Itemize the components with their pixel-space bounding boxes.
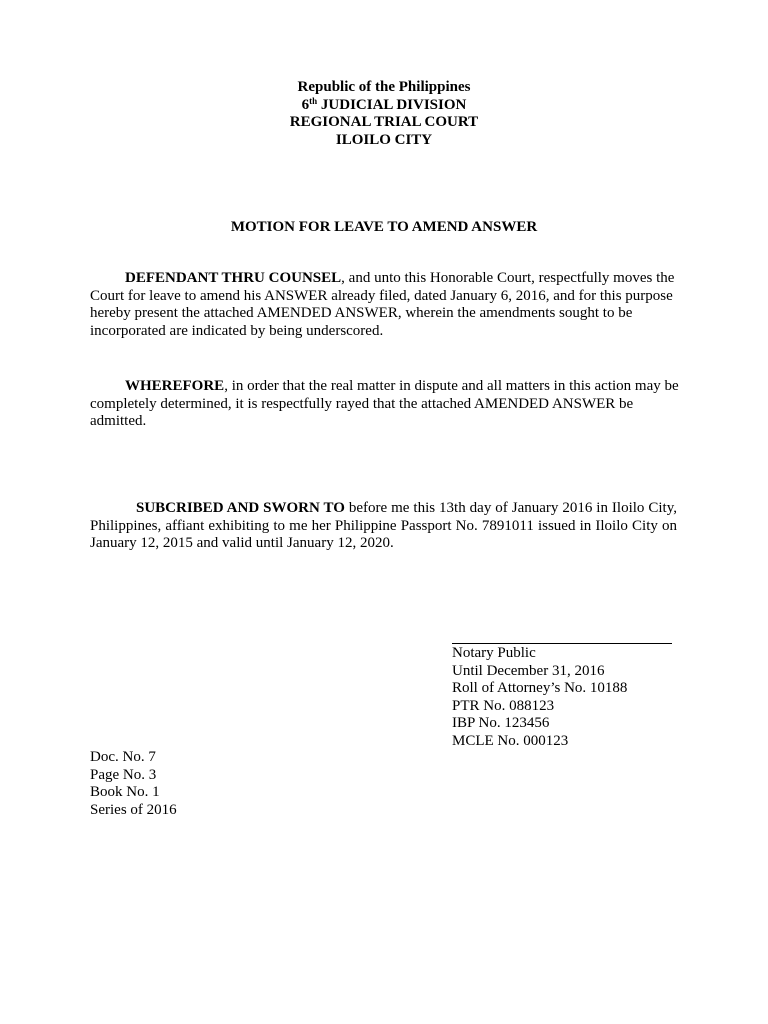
- court-header: [0, 79, 768, 149]
- document-registry: [90, 749, 290, 819]
- paragraph-wherefore: [90, 378, 680, 431]
- paragraph-motion-lead: DEFENDANT THRU COUNSEL: [125, 270, 342, 286]
- paragraph-wherefore-lead: WHEREFORE: [125, 378, 225, 394]
- paragraph-jurat-text: before me this 13th day of January 2016 in Iloilo City, Philippines, affiant exhibiting to me her Philippine Passport No. 7891011 issued in Iloilo City on January 12, 2015 and valid until January 12, 2020.: [90, 500, 678, 551]
- header-republic: Republic of the Philippines: [297, 79, 471, 95]
- document-title: MOTION FOR LEAVE TO AMEND ANSWER: [230, 219, 538, 235]
- notary-until: Until December 31, 2016: [452, 662, 605, 679]
- notary-ptr: PTR No. 088123: [452, 697, 555, 714]
- signature-line: [452, 626, 672, 644]
- series-year: Series of 2016: [90, 801, 177, 818]
- division-suffix: th: [309, 95, 318, 106]
- paragraph-jurat: [90, 500, 677, 553]
- notary-roll: Roll of Attorney’s No. 10188: [452, 680, 628, 696]
- division-number: 6: [301, 96, 310, 113]
- page-number: Page No. 3: [90, 766, 157, 783]
- header-court: REGIONAL TRIAL COURT: [289, 114, 479, 130]
- division-text: JUDICIAL DIVISION: [317, 96, 467, 113]
- header-city: ILOILO CITY: [335, 131, 433, 148]
- notary-block: [452, 626, 692, 750]
- paragraph-jurat-lead: SUBCRIBED AND SWORN TO: [136, 500, 345, 516]
- doc-number: Doc. No. 7: [90, 749, 156, 765]
- book-number: Book No. 1: [90, 784, 160, 800]
- paragraph-motion-text: , and unto this Honorable Court, respectfully moves the Court for leave to amend his ANSWER already filed, dated January 6, 2016, and for this purpose hereby present the attached AMENDED ANSWER, wherein the amendments sought to be incorporated are indicated by being underscored.: [90, 270, 675, 339]
- paragraph-wherefore-text: , in order that the real matter in dispute and all matters in this action may be completely determined, it is respectfully rayed that the attached AMENDED ANSWER be admitted.: [90, 378, 679, 429]
- notary-mcle: MCLE No. 000123: [452, 732, 569, 749]
- header-division: [0, 97, 768, 115]
- notary-ibp: IBP No. 123456: [452, 715, 550, 731]
- paragraph-motion: [90, 270, 680, 340]
- notary-title: Notary Public: [452, 645, 536, 661]
